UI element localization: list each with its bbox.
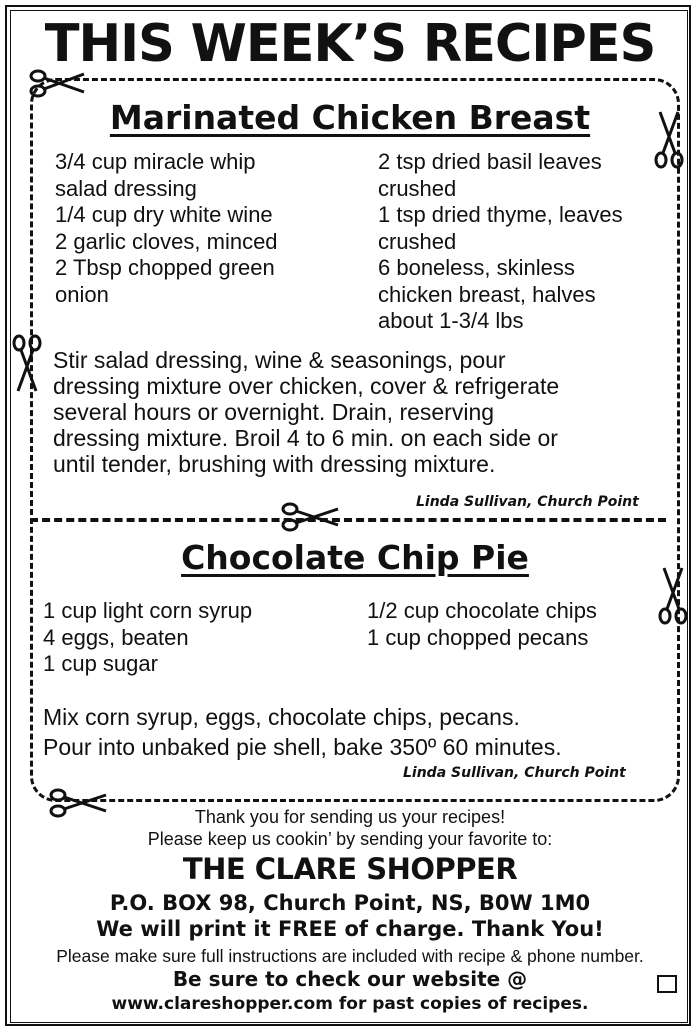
ingredients-left-chicken [55, 149, 278, 308]
ingredients-right-chicken [378, 149, 623, 335]
footer-website-line1: Be sure to check our website @ [172, 967, 528, 991]
recipe-title-chicken: Marinated Chicken Breast [109, 98, 591, 137]
ingredients-right-pie [367, 598, 597, 651]
recipe-credit: Linda Sullivan, Church Point [416, 494, 639, 510]
ingredient-line: crushed [378, 175, 457, 201]
ingredient-line: 4 eggs, beaten [43, 624, 189, 650]
instruction-line: Stir salad dressing, wine & seasonings, pour [53, 347, 506, 373]
scissors-icon [280, 500, 342, 534]
footer-shopper-name: THE CLARE SHOPPER [182, 852, 518, 886]
ingredient-line: onion [55, 281, 109, 307]
instruction-line: several hours or overnight. Drain, reserving [53, 399, 495, 425]
ingredient-line: 3/4 cup miracle whip [55, 149, 256, 174]
ingredient-line: 1 tsp dried thyme, leaves [378, 202, 623, 227]
scissors-icon [28, 66, 88, 100]
instruction-line: dressing mixture over chicken, cover & refrigerate [53, 373, 560, 399]
recipe-title-pie: Chocolate Chip Pie [181, 538, 529, 577]
recipe-credit: Linda Sullivan, Church Point [403, 765, 626, 781]
ingredient-line: chicken breast, halves [378, 281, 596, 307]
ingredient-line: 2 garlic cloves, minced [55, 228, 278, 254]
instruction-line: until tender, brushing with dressing mixture. [53, 451, 496, 477]
scissors-icon [10, 333, 44, 395]
ingredient-line: 1 cup light corn syrup [43, 598, 253, 623]
ingredient-line: 2 Tbsp chopped green [55, 255, 275, 280]
ingredient-line: salad dressing [55, 175, 197, 201]
ingredient-line: 2 tsp dried basil leaves [378, 149, 602, 174]
instruction-line: Mix corn syrup, eggs, chocolate chips, pecans. [43, 704, 520, 730]
footer-address: P.O. BOX 98, Church Point, NS, B0W 1M0 [109, 891, 591, 915]
ingredient-line: 1 cup chopped pecans [367, 624, 589, 650]
footer-instructions-note: Please make sure full instructions are included with recipe & phone number. [56, 946, 644, 966]
ingredient-line: crushed [378, 228, 457, 254]
footer-keep: Please keep us cookin’ by sending your favorite to: [147, 829, 553, 849]
ingredient-line: about 1-3/4 lbs [378, 308, 524, 333]
instruction-line: Pour into unbaked pie shell, bake 350º 60 minutes. [43, 734, 562, 760]
ingredient-line: 1 cup sugar [43, 651, 158, 676]
cut-line [30, 518, 666, 522]
instructions-chicken [53, 347, 559, 477]
checkbox-icon [657, 975, 677, 993]
instructions-pie [43, 702, 562, 762]
ingredient-line: 6 boneless, skinless [378, 255, 575, 280]
instruction-line: dressing mixture. Broil 4 to 6 min. on each side or [53, 425, 558, 451]
page-title: THIS WEEK’S RECIPES [44, 14, 656, 74]
footer-print-note: We will print it FREE of charge. Thank You! [96, 917, 604, 941]
ingredient-line: 1/4 cup dry white wine [55, 202, 273, 227]
ingredients-left-pie [43, 598, 252, 678]
footer-website-line2[interactable]: www.clareshopper.com for past copies of recipes. [111, 994, 589, 1014]
footer-thanks: Thank you for sending us your recipes! [194, 807, 506, 827]
ingredient-line: 1/2 cup chocolate chips [367, 598, 597, 623]
